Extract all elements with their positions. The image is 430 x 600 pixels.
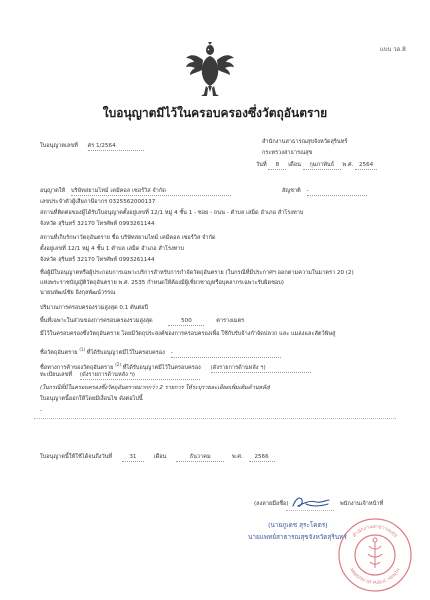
issue-date-row [256,162,377,170]
trade-name-label: ชื่อทางการค้าของวัตถุอันตราย [40,364,114,371]
conditions-divider [34,418,396,419]
chemical-name-tail: ที่ได้รับอนุญาตมีไว้ในครอบครอง [86,349,165,356]
operator-clause-line1: ชื่อผู้มีใบอนุญาตหรือผู้ประกอบการเฉพาะบริการสำหรับการกำจัดวัตถุอันตราย (ในกรณีที่มีประกาศฯ ออกตามความในมาตรา 20 (2) [40,270,354,276]
document-title: ใบอนุญาตมีไว้ในครอบครองซึ่งวัตถุอันตราย [102,106,328,120]
area-row [40,318,244,326]
operator-clause-line2: แห่งพระราชบัญญัติวัตถุอันตราย พ.ศ. 2535 กำหนดให้ต้องมีผู้เชี่ยวชาญหรือบุคลากรเฉพาะรับผิดชอบ) [40,280,284,286]
multi-item-note: (ในกรณีที่มีในครอบครองซึ่งวัตถุอันตรายมากกว่า 2 รายการ ให้ระบุรายละเอียดเพิ่มเติมด้านหลัง) [40,385,271,391]
chemical-name-label: ชื่อวัตถุอันตราย [40,349,78,356]
validity-month-label: เดือน [153,454,167,460]
validity-year-label: พ.ศ. [231,454,243,460]
trade-name-tail: ที่ได้รับอนุญาตมีไว้ในครอบครอง [122,364,201,371]
stamp-bottom-text: MINISTRY OF PUBLIC HEALTH [349,567,401,586]
conditions-heading: ใบอนุญาตนี้ออกให้โดยมีเงื่อนไข ดังต่อไปนี้ [40,396,143,402]
svg-text:สำนักงานสาธารณสุข [352,524,399,539]
validity-day: 31 [122,454,144,462]
license-number-label: ใบอนุญาตเลขที่ [40,143,78,149]
tax-id: เลขประจำตัวผู้เสียภาษีอากร 0325562000137 [40,199,156,205]
garuda-emblem-icon [184,42,236,98]
validity-label: ใบอนุญาตนี้ให้ใช้ได้จนถึงวันที่ [40,454,113,460]
operator-name: นายนพัฒน์ชัย อิงกุลพัฒน์วรรณ [40,290,116,296]
nationality-value: - [307,188,367,196]
issue-month: กุมภาพันธ์ [303,162,341,170]
issuing-office: สำนักงานสาธารณสุขจังหวัดสุรินทร์ [262,139,348,145]
storage-name: สถานที่เก็บรักษาวัตถุอันตราย ชื่อ บริษัทสยามไทม์ เคมีคอล เซอร์วิส จำกัด [40,235,216,241]
svg-text:MINISTRY OF PUBLIC HEALTH [349,567,401,585]
registration-row [40,372,200,380]
chemical-name-value: - [171,350,281,358]
handwritten-signature [290,494,332,510]
officer-role: พนักงานเจ้าหน้าที่ [340,501,384,507]
form-code: แบบ วอ.8 [379,46,406,53]
trade-name-footnote: (2) [115,362,121,367]
validity-month: ธันวาคม [176,454,224,462]
licensee-name: บริษัทสยามไทม์ เคมีคอล เซอร์วิส จำกัด [71,188,231,196]
registration-label: ทะเบียนเลขที่ [40,372,73,378]
issue-year-label: พ.ศ. [342,162,354,168]
issue-month-label: เดือน [288,162,301,168]
storage-address-line2: จังหวัด สุรินทร์ 32170 โทรศัพท์ 0993261144 [40,257,155,263]
purpose: มีไว้ในครอบครองซึ่งวัตถุอันตราย โดยมีวัตถุประสงค์ของการครอบครองเพื่อ ใช้กับรับจ้างกำจัดปลวก และ แมลงและสัตว์พิษสู่ [40,331,336,337]
licensee-label: อนุญาตให้ [40,188,66,194]
stamp-top-text: สำนักงานสาธารณสุข [351,523,399,539]
license-number-row [40,143,144,151]
storage-address-line1: ตั้งอยู่เลขที่ 12/1 หมู่ 4 ชั้น 1 ตำบล เสม็ด อำเภอ สำโรงทาบ [40,246,185,252]
officer-title: นายแพทย์สาธารณสุขจังหวัดสุรินทร์ [248,533,347,541]
license-number-value: ศร 1/2564 [88,143,144,151]
officer-name: (นายภูเดช สุระโคตร) [268,521,328,529]
validity-year: 2566 [249,454,275,462]
validity-row [40,454,275,462]
issue-date-label: วันที่ [256,162,267,168]
conditions-value: - [40,408,43,414]
official-stamp [336,516,414,594]
sign-label: (ลงลายมือชื่อ) [254,501,289,507]
contact-address-line1: สถานที่ติดต่อของผู้ได้รับใบอนุญาตตั้งอยู่เลขที่ 12/1 หมู่ 4 ชั้น 1 - ซอย - ถนน - ตำบล เสม็ด อำเภอ สำโรงทาบ [40,210,304,216]
registration-value: (ดังรายการด้านหลัง ฯ) [80,372,200,380]
signature-line [286,510,334,511]
chemical-name-row [40,346,281,358]
nationality-label: สัญชาติ [282,188,301,194]
area-unit: ตารางเมตร [216,318,245,324]
issuing-ministry: กระทรวงสาธารณสุข [262,150,313,156]
max-quantity: ปริมาณการครอบครองรวมสูงสุด 0.1 ตันต่อปี [40,305,149,311]
issue-day: 8 [268,162,286,170]
nationality-row [282,188,367,196]
trade-name-value: (ดังรายการด้านหลัง ฯ) [211,365,311,373]
area-label: พื้นที่เฉพาะในส่วนของการครอบครองรวมสูงสุด [40,318,153,324]
contact-address-line2: จังหวัด สุรินทร์ 32170 โทรศัพท์ 0993261144 [40,221,155,227]
chemical-name-footnote: (1) [79,347,86,352]
area-value: 500 [168,318,204,326]
licensee-row [40,188,231,196]
issue-year: 2564 [355,162,377,170]
